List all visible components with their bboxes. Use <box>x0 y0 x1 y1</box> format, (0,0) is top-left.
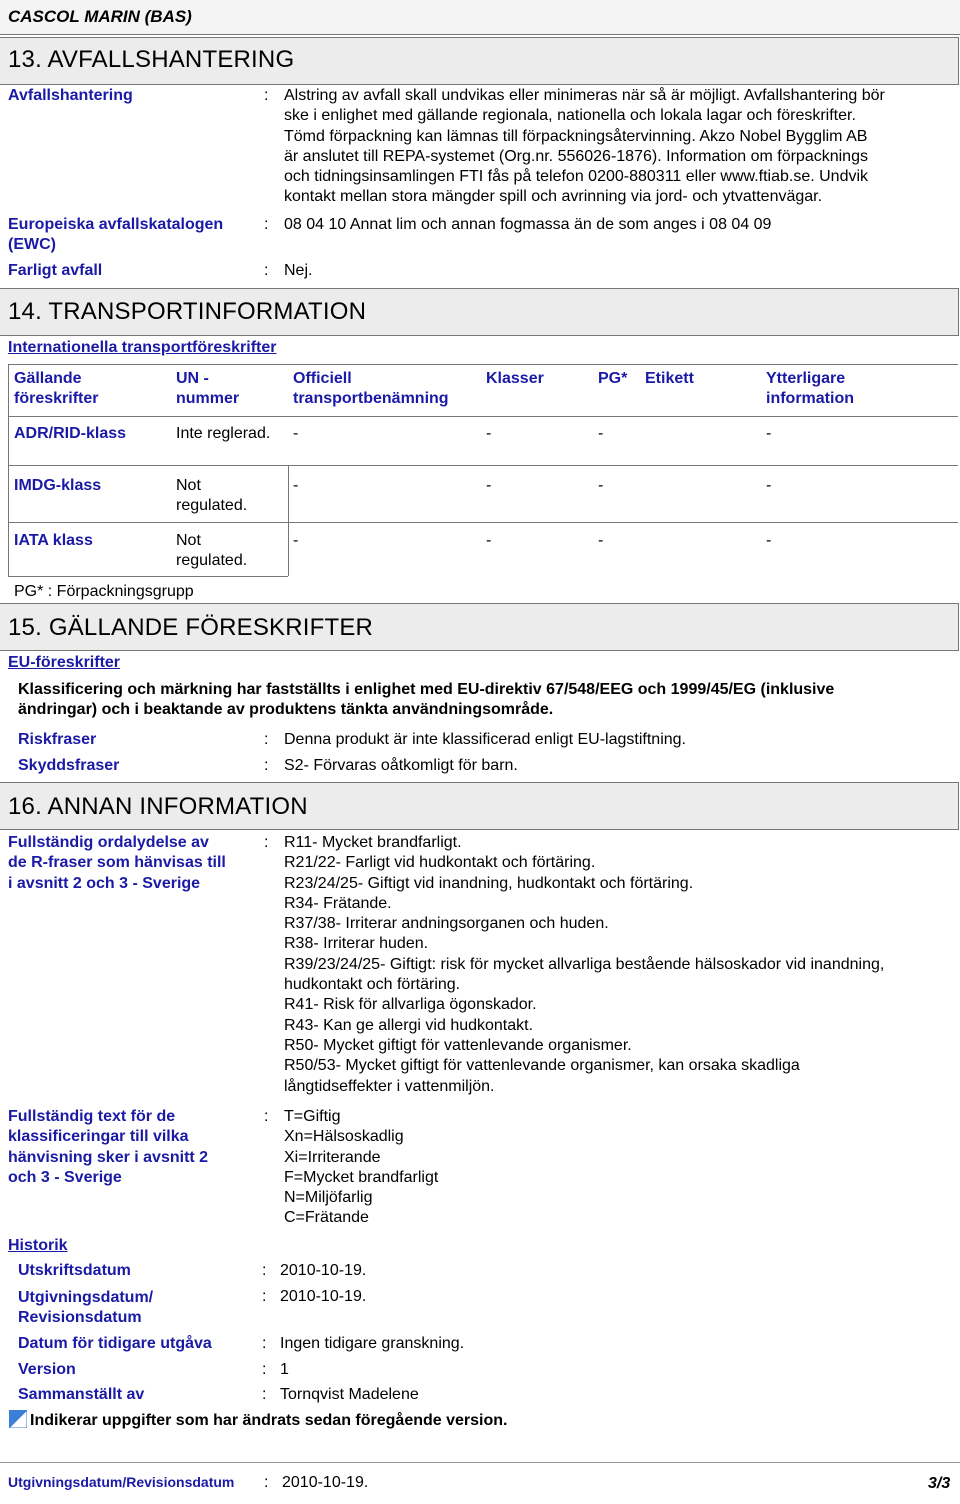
colon: : <box>262 1262 267 1279</box>
hist-utskrift-label: Utskriftsdatum <box>18 1262 131 1279</box>
section-13-title: 13. AVFALLSHANTERING <box>8 46 295 73</box>
header-un: UN - nummer <box>176 370 240 408</box>
colon: : <box>262 1335 267 1352</box>
footer-label: Utgivningsdatum/Revisionsdatum <box>8 1474 235 1490</box>
eu-link[interactable]: EU-föreskrifter <box>8 654 121 671</box>
section-16-title: 16. ANNAN INFORMATION <box>8 793 308 820</box>
r-fraser-label: Fullständig ordalydelse av de R-fraser som hänvisas till i avsnitt 2 och 3 - Sverige <box>8 834 226 892</box>
ewc-label: Europeiska avfallskatalogen (EWC) <box>8 216 224 254</box>
klass-list: T=Giftig Xn=Hälsoskadlig Xi=Irriterande F=Mycket brandfarligt N=Miljöfarlig C=Frätande <box>284 1108 439 1227</box>
row-imdg-un: Not regulated. <box>176 477 248 515</box>
eu-classification: Klassificering och märkning har fastställts i enlighet med EU-direktiv 67/548/EEG och 1999/45/EG (inklusive ändringar) och i beaktande av produktens tänkta användningsområde. <box>18 681 835 719</box>
change-indicator-text: Indikerar uppgifter som har ändrats sedan föregående version. <box>30 1412 508 1429</box>
colon: : <box>262 1288 267 1305</box>
colon: : <box>264 87 269 104</box>
avfall-text: Alstring av avfall skall undvikas eller minimeras när så är möjligt. Avfallshantering bör ske i enlighet med gällande regionala, nationella och lokala lagar och föreskrifter. Tömd förpackning kan lämnas till förpackningsåtervinning. Akzo Nobel Bygglim AB är anslutet till REPA-systemet (Org.nr. 556026-1876). Information om förpacknings och tidningsinsamlingen FTI fås på telefon 0200-880311 eller www.ftiab.se. Undvik kontakt mellan stora mängder spill och avrinning via jord- och ytvattenvägar. <box>284 87 885 206</box>
header-officiell: Officiell transportbenämning <box>293 370 449 408</box>
hist-sammanstallt-label: Sammanställt av <box>18 1386 145 1403</box>
avfall-label: Avfallshantering <box>8 87 133 104</box>
page-number: 3/3 <box>928 1475 951 1492</box>
row-imdg-c1: - <box>293 477 299 494</box>
hist-version-label: Version <box>18 1361 76 1378</box>
row-adr-c3: - <box>598 425 604 442</box>
table-header-divider <box>8 416 958 417</box>
table-border-left <box>8 364 9 576</box>
row-adr-c4: - <box>766 425 772 442</box>
row-adr-c2: - <box>486 425 492 442</box>
klass-label: Fullständig text för de klassificeringar till vilka hänvisning sker i avsnitt 2 och 3 - Sverige <box>8 1108 209 1186</box>
hist-utgivning-label: Utgivningsdatum/ Revisionsdatum <box>18 1289 154 1327</box>
section-15-title: 15. GÄLLANDE FÖRESKRIFTER <box>8 614 374 641</box>
change-indicator-icon <box>9 1410 27 1428</box>
farligt-label: Farligt avfall <box>8 262 103 279</box>
row-iata-un: Not regulated. <box>176 532 248 570</box>
product-name: CASCOL MARIN (BAS) <box>8 7 192 26</box>
skydd-value: S2- Förvaras oåtkomligt för barn. <box>284 757 518 774</box>
colon: : <box>264 1108 269 1125</box>
table-row-divider <box>8 522 958 523</box>
colon: : <box>264 262 269 279</box>
table-row-divider <box>8 465 958 466</box>
header-etikett: Etikett <box>645 370 694 387</box>
row-adr-name: ADR/RID-klass <box>14 425 127 442</box>
table-border-bottom <box>8 576 288 577</box>
ewc-value: 08 04 10 Annat lim och annan fogmassa än de som anges i 08 04 09 <box>284 216 772 233</box>
hist-tidigare-value: Ingen tidigare granskning. <box>280 1335 465 1352</box>
farligt-value: Nej. <box>284 262 313 279</box>
colon: : <box>262 1361 267 1378</box>
row-iata-c4: - <box>766 532 772 549</box>
hist-sammanstallt-value: Tornqvist Madelene <box>280 1386 419 1403</box>
risk-label: Riskfraser <box>18 731 97 748</box>
table-border-top <box>8 364 958 365</box>
footer-divider <box>0 1462 960 1463</box>
header-gallande: Gällande föreskrifter <box>14 370 99 408</box>
colon: : <box>264 834 269 851</box>
historik-link[interactable]: Historik <box>8 1237 68 1254</box>
pg-footnote: PG* : Förpackningsgrupp <box>14 583 194 600</box>
hist-utgivning-value: 2010-10-19. <box>280 1288 367 1305</box>
row-iata-c2: - <box>486 532 492 549</box>
hist-utskrift-value: 2010-10-19. <box>280 1262 367 1279</box>
header-pg: PG* <box>598 370 628 387</box>
footer-value: 2010-10-19. <box>282 1474 369 1491</box>
row-iata-c1: - <box>293 532 299 549</box>
skydd-label: Skyddsfraser <box>18 757 120 774</box>
header-klasser: Klasser <box>486 370 544 387</box>
row-imdg-c3: - <box>598 477 604 494</box>
header-ytterligare: Ytterligare information <box>766 370 854 408</box>
colon: : <box>264 757 269 774</box>
colon: : <box>264 1474 269 1491</box>
colon: : <box>264 731 269 748</box>
row-iata-name: IATA klass <box>14 532 93 549</box>
section-14-title: 14. TRANSPORTINFORMATION <box>8 298 367 325</box>
row-iata-c3: - <box>598 532 604 549</box>
hist-tidigare-label: Datum för tidigare utgåva <box>18 1335 212 1352</box>
row-imdg-c4: - <box>766 477 772 494</box>
row-adr-c1: - <box>293 425 299 442</box>
transport-link[interactable]: Internationella transportföreskrifter <box>8 339 277 356</box>
table-col-divider <box>288 465 289 576</box>
colon: : <box>262 1386 267 1403</box>
risk-value: Denna produkt är inte klassificerad enligt EU-lagstiftning. <box>284 731 686 748</box>
r-fraser-list: R11- Mycket brandfarligt. R21/22- Farligt vid hudkontakt och förtäring. R23/24/25- Giftigt vid inandning, hudkontakt och förtäring. R34- Frätande. R37/38- Irriterar andningsorganen och huden. R38- Irriterar huden. R39/23/24/25- Giftigt: risk för mycket allvarliga bestående hälsoskador vid inandning, hudkontakt och förtäring. R41- Risk för allvarliga ögonskador. R43- Kan ge allergi vid hudkontakt. R50- Mycket giftigt för vattenlevande organismer. R50/53- Mycket giftigt för vattenlevande organismer, kan orsaka skadliga långtidseffekter i vattenmiljön. <box>284 834 885 1095</box>
row-imdg-c2: - <box>486 477 492 494</box>
row-adr-un: Inte reglerad. <box>176 425 271 442</box>
hist-version-value: 1 <box>280 1361 289 1378</box>
colon: : <box>264 216 269 233</box>
row-imdg-name: IMDG-klass <box>14 477 102 494</box>
